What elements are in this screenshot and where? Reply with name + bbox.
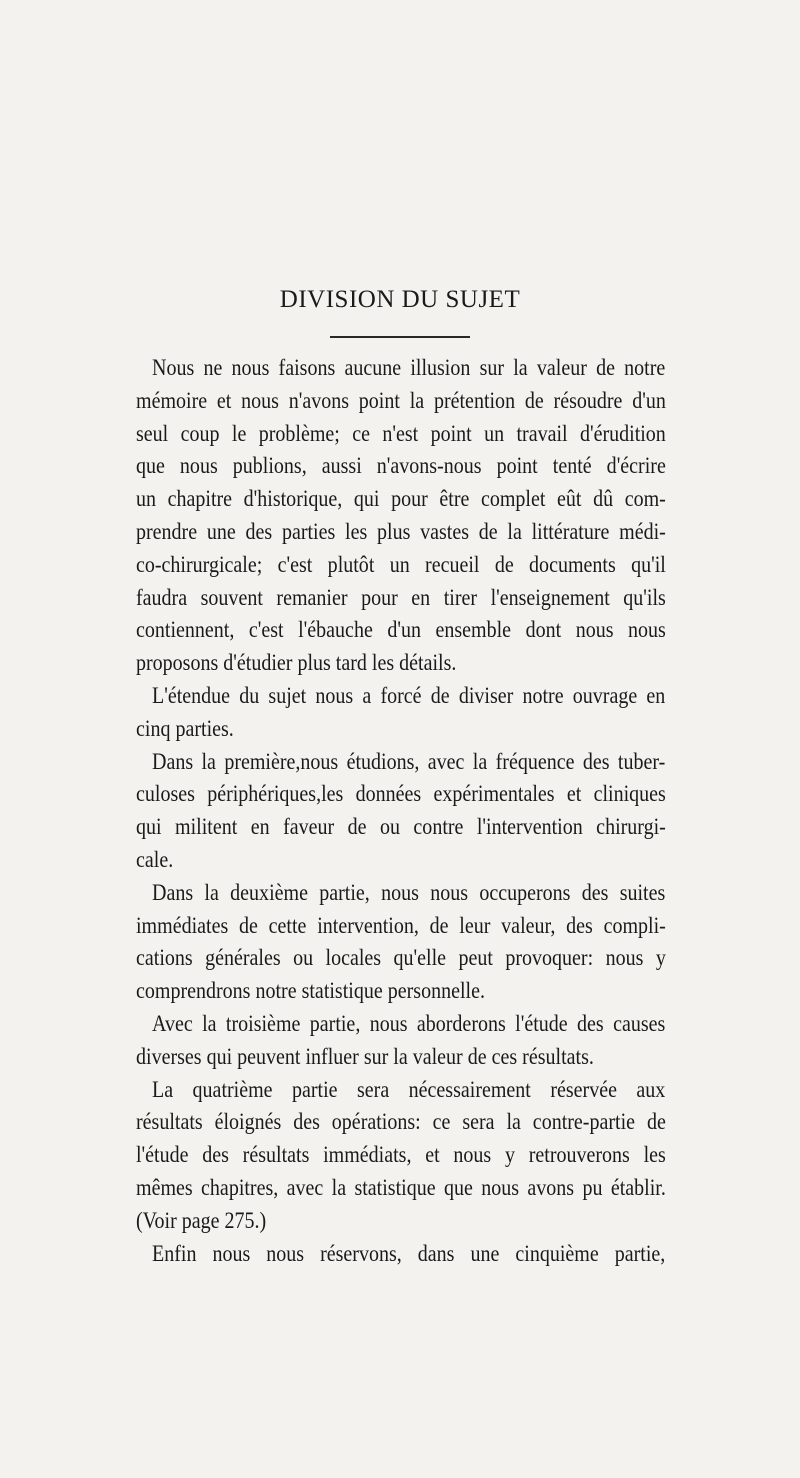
text-line: Nous ne nous faisons aucune illusion sur la valeur de notre	[152, 355, 666, 380]
text-line: Dans la deuxième partie, nous nous occuperons des suites	[152, 879, 666, 905]
text-line: (Voir page 275.)	[136, 1207, 267, 1233]
text-line: immédiates de cette intervention, de leur valeur, des compli-	[136, 912, 666, 938]
text-line: diverses qui peuvent influer sur la valeur de ces résultats.	[136, 1043, 594, 1069]
page-title: DIVISION DU SUJET	[279, 286, 521, 313]
text-line: contiennent, c'est l'ébauche d'un ensemble dont nous nous	[136, 617, 666, 643]
text-line: La quatrième partie sera nécessairement réservée aux	[152, 1076, 666, 1102]
title-divider	[330, 336, 470, 338]
text-line: Enfin nous nous réservons, dans une cinquième partie,	[152, 1240, 666, 1266]
text-line: cinq parties.	[136, 715, 234, 741]
text-line: culoses périphériques,les données expérimentales et cliniques	[136, 781, 666, 807]
text-line: qui militent en faveur de ou contre l'intervention chirurgi-	[136, 814, 666, 840]
text-line: mémoire et nous n'avons point la prétention de résoudre d'un	[136, 387, 666, 413]
text-line: que nous publions, aussi n'avons-nous point tenté d'écrire	[136, 453, 666, 479]
text-line: L'étendue du sujet nous a forcé de diviser notre ouvrage en	[152, 682, 666, 708]
text-line: seul coup le problème; ce n'est point un travail d'érudition	[136, 420, 666, 446]
text-line: comprendrons notre statistique personnelle.	[136, 978, 485, 1004]
text-line: mêmes chapitres, avec la statistique que nous avons pu établir.	[136, 1174, 666, 1200]
text-line: cations générales ou locales qu'elle peut provoquer: nous y	[136, 945, 666, 971]
body-text	[136, 352, 666, 1270]
text-line: proposons d'étudier plus tard les détails.	[136, 650, 457, 676]
text-line: faudra souvent remanier pour en tirer l'enseignement qu'ils	[136, 584, 666, 610]
text-line: résultats éloignés des opérations: ce sera la contre-partie de	[136, 1109, 666, 1135]
text-line: Dans la première,nous étudions, avec la fréquence des tuber-	[152, 748, 666, 774]
text-line: un chapitre d'historique, qui pour être complet eût dû com-	[136, 486, 666, 512]
text-line: l'étude des résultats immédiats, et nous y retrouverons les	[136, 1142, 666, 1168]
text-line: cale.	[136, 846, 174, 872]
text-line: Avec la troisième partie, nous aborderons l'étude des causes	[152, 1010, 666, 1036]
text-line: prendre une des parties les plus vastes de la littérature médi-	[136, 518, 666, 544]
text-line: co-chirurgicale; c'est plutôt un recueil de documents qu'il	[136, 551, 666, 577]
